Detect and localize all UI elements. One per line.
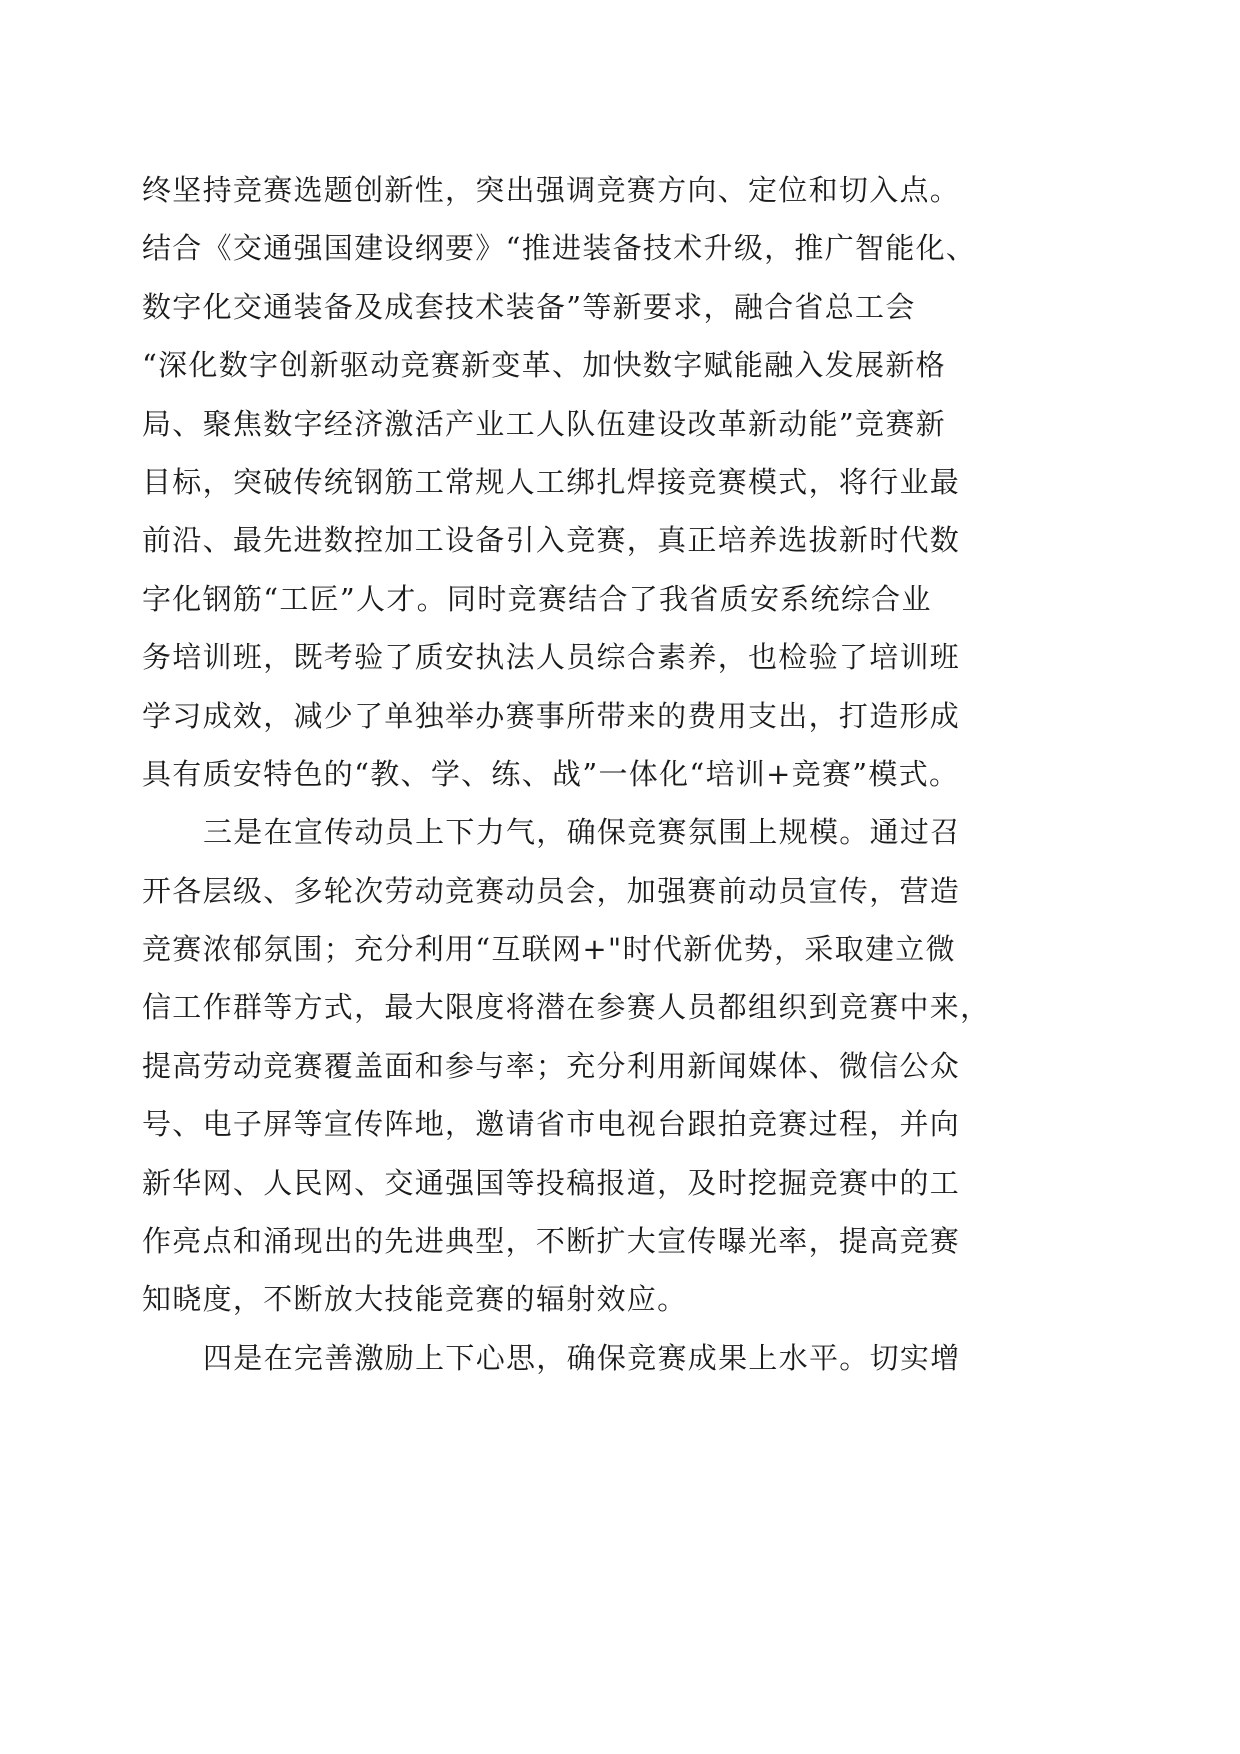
paragraph-topic-innovation — [142, 161, 1102, 803]
text-line: 竞赛浓郁氛围；充分利用“互联网+"时代新优势，采取建立微 — [142, 932, 956, 967]
text-line: 开各层级、多轮次劳动竞赛动员会，加强赛前动员宣传，营造 — [142, 873, 961, 908]
text-line: 数字化交通装备及成套技术装备”等新要求，融合省总工会 — [142, 289, 916, 324]
text-line: 信工作群等方式，最大限度将潜在参赛人员都组织到竞赛中来， — [142, 990, 991, 1025]
text-line: 字化钢筋“工匠”人才。同时竞赛结合了我省质安系统综合业 — [142, 581, 932, 616]
text-line: 学习成效，减少了单独举办赛事所带来的费用支出，打造形成 — [142, 698, 961, 733]
text-line: 新华网、人民网、交通强国等投稿报道，及时挖掘竞赛中的工 — [142, 1165, 961, 1200]
text-line: 结合《交通强国建设纲要》“推进装备技术升级，推广智能化、 — [142, 231, 977, 266]
text-line: 前沿、最先进数控加工设备引入竞赛，真正培养选拔新时代数 — [142, 523, 961, 558]
paragraph-first-line: 三是在宣传动员上下力气，确保竞赛氛围上规模。通过召 — [203, 815, 961, 850]
paragraph-first-line: 四是在完善激励上下心思，确保竞赛成果上水平。切实增 — [203, 1340, 961, 1375]
text-line: 终坚持竞赛选题创新性，突出强调竞赛方向、定位和切入点。 — [142, 173, 961, 207]
text-line: 号、电子屏等宣传阵地，邀请省市电视台跟拍竞赛过程，并向 — [142, 1107, 961, 1142]
text-line: 知晓度，不断放大技能竞赛的辐射效应。 — [142, 1282, 688, 1317]
text-line: 务培训班，既考验了质安执法人员综合素养，也检验了培训班 — [142, 640, 961, 675]
text-line: 提高劳动竞赛覆盖面和参与率；充分利用新闻媒体、微信公众 — [142, 1048, 961, 1083]
paragraph-incentive — [142, 1329, 1102, 1387]
text-line: 目标，突破传统钢筋工常规人工绑扎焊接竞赛模式，将行业最 — [142, 464, 961, 499]
text-line: “深化数字创新驱动竞赛新变革、加快数字赋能融入发展新格 — [142, 348, 946, 383]
paragraph-publicity-mobilization — [142, 803, 1102, 1329]
text-line: 作亮点和涌现出的先进典型，不断扩大宣传曝光率，提高竞赛 — [142, 1224, 961, 1259]
text-line: 具有质安特色的“教、学、练、战”一体化“培训+竞赛”模式。 — [142, 756, 960, 791]
document-page — [142, 161, 1102, 1387]
text-line: 局、聚焦数字经济激活产业工人队伍建设改革新动能”竞赛新 — [142, 406, 946, 441]
